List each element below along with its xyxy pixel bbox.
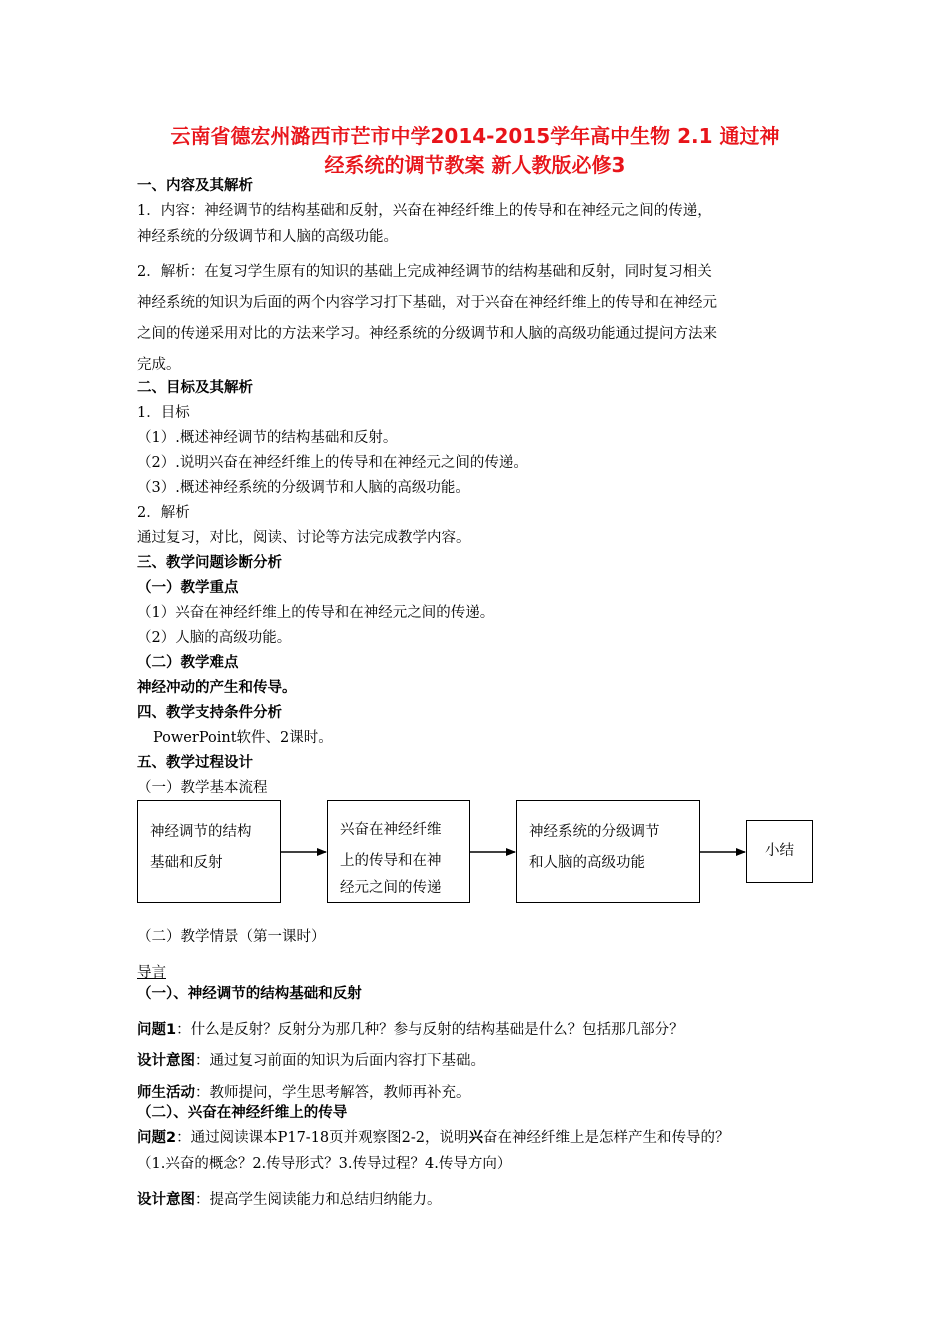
activity (137, 1083, 471, 1103)
goal-item: （2）.说明兴奋在神经纤维上的传导和在神经元之间的传递。 (137, 455, 528, 471)
key-points-heading: （一）教学重点 (137, 580, 239, 596)
title-line-1: 云南省德宏州潞西市芒市中学2014-2015学年高中生物 2.1 通过神 (170, 124, 780, 148)
goal-subheading: 1．目标 (137, 405, 190, 421)
question-1-label: 问题1 (137, 1022, 177, 1038)
design-intent-1 (137, 1051, 485, 1071)
flow-box-text: 神经调节的结构 (150, 824, 252, 840)
analysis-subheading: 2．解析 (137, 505, 190, 521)
analysis-line: 神经系统的知识为后面的两个内容学习打下基础，对于兴奋在神经纤维上的传导和在神经元 (137, 295, 717, 311)
difficulty-heading: （二）教学难点 (137, 655, 239, 671)
question-2-text: 奋在神经纤维上是怎样产生和传导的？ (483, 1130, 730, 1146)
section-5-heading: 五、教学过程设计 (137, 755, 253, 771)
question-1-text: ：什么是反射？反射分为那几种？参与反射的结构基础是什么？包括那几部分？ (176, 1022, 684, 1038)
section-3-heading: 三、教学问题诊断分析 (137, 555, 282, 571)
design-intent-2 (137, 1190, 442, 1210)
flow-box-text: 小结 (765, 843, 794, 859)
design-intent-label: 设计意图 (137, 1053, 195, 1069)
flow-box-text: 和人脑的高级功能 (529, 855, 645, 871)
support-text: PowerPoint软件、2课时。 (153, 730, 333, 746)
flow-box-text: 经元之间的传递 (340, 880, 442, 896)
scene-heading: （二）教学情景（第一课时） (137, 929, 326, 945)
content-line: 神经系统的分级调节和人脑的高级功能。 (137, 229, 398, 245)
design-intent-text: ：提高学生阅读能力和总结归纳能力。 (195, 1192, 442, 1208)
design-intent-label: 设计意图 (137, 1192, 195, 1208)
part-1-heading: （一）、神经调节的结构基础和反射 (137, 986, 362, 1002)
analysis-text: 通过复习，对比，阅读、讨论等方法完成教学内容。 (137, 530, 471, 546)
section-1-heading: 一、内容及其解析 (137, 178, 253, 194)
title-line-2: 经系统的调节教案 新人教版必修3 (324, 153, 626, 177)
flow-box-text: 兴奋在神经纤维 (340, 822, 442, 838)
intro-label: 导言 (137, 965, 166, 981)
question-2 (137, 1128, 730, 1148)
question-1 (137, 1020, 684, 1040)
question-2-text: ：通过阅读课本P17-18页并观察图2-2，说明 (176, 1130, 469, 1146)
design-intent-text: ：通过复习前面的知识为后面内容打下基础。 (195, 1053, 485, 1069)
analysis-line: 完成。 (137, 357, 181, 373)
section-4-heading: 四、教学支持条件分析 (137, 705, 282, 721)
goal-item: （3）.概述神经系统的分级调节和人脑的高级功能。 (137, 480, 470, 496)
key-point-item: （2）人脑的高级功能。 (137, 630, 292, 646)
flow-box-text: 上的传导和在神 (340, 853, 442, 869)
flow-heading: （一）教学基本流程 (137, 780, 268, 796)
part-2-heading: （二）、兴奋在神经纤维上的传导 (137, 1105, 348, 1121)
key-point-item: （1）兴奋在神经纤维上的传导和在神经元之间的传递。 (137, 605, 495, 621)
content-line: 1．内容：神经调节的结构基础和反射，兴奋在神经纤维上的传导和在神经元之间的传递， (137, 203, 712, 219)
analysis-line: 2．解析：在复习学生原有的知识的基础上完成神经调节的结构基础和反射，同时复习相关 (137, 264, 712, 280)
question-2-subitems: （1.兴奋的概念？2.传导形式？3.传导过程？4.传导方向） (137, 1156, 512, 1172)
activity-label: 师生活动 (137, 1085, 195, 1101)
section-2-heading: 二、目标及其解析 (137, 380, 253, 396)
activity-text: ：教师提问，学生思考解答，教师再补充。 (195, 1085, 471, 1101)
goal-item: （1）.概述神经调节的结构基础和反射。 (137, 430, 398, 446)
flow-box-text: 基础和反射 (150, 855, 223, 871)
question-2-bold-char: 兴 (468, 1130, 483, 1146)
flow-box-text: 神经系统的分级调节 (529, 824, 660, 840)
question-2-label: 问题2 (137, 1130, 177, 1146)
analysis-line: 之间的传递采用对比的方法来学习。神经系统的分级调节和人脑的高级功能通过提问方法来 (137, 326, 717, 342)
difficulty-item: 神经冲动的产生和传导。 (137, 680, 297, 696)
